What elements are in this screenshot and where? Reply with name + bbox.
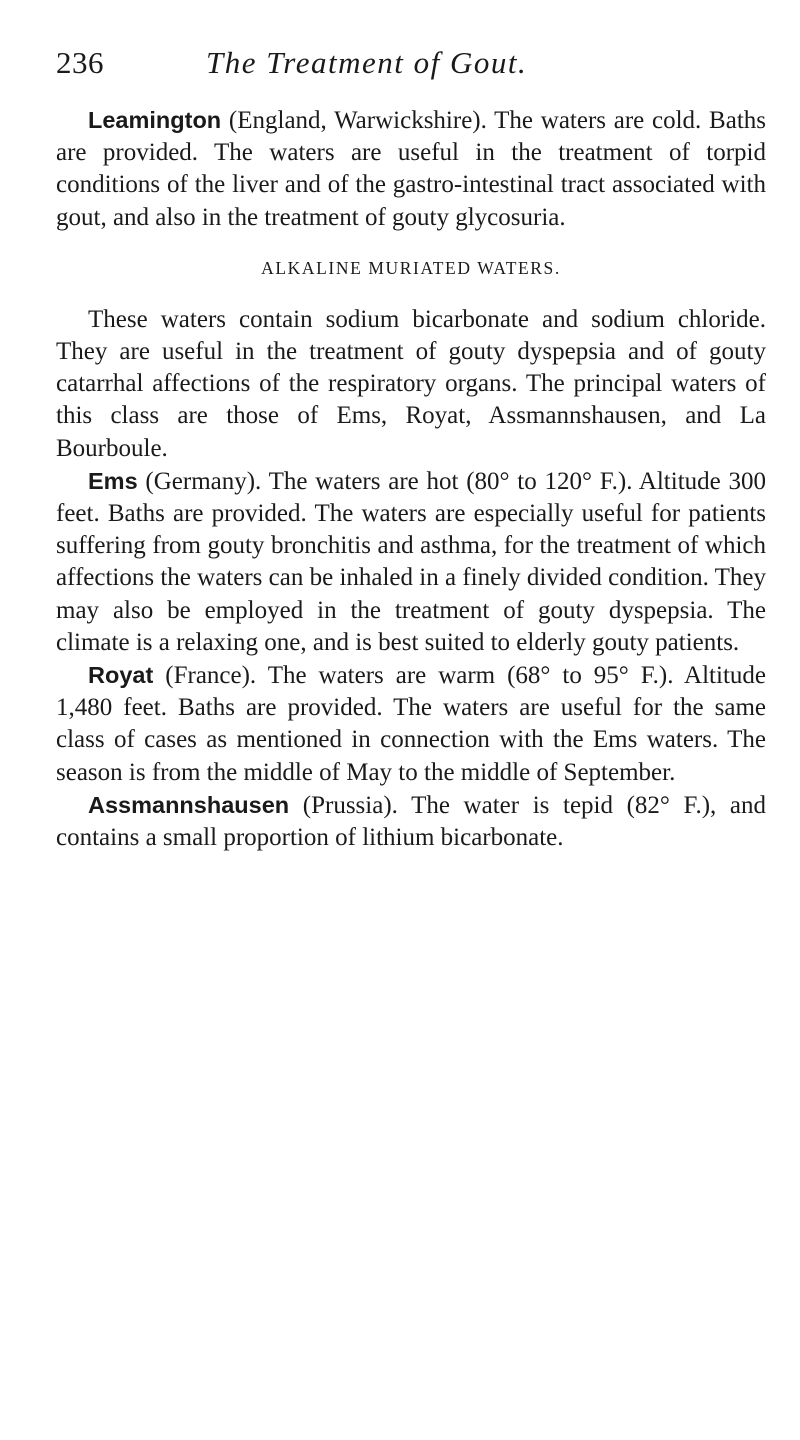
entry-text-ems: (Germany). The waters are hot (80° to 120° F.). Altitude 300 feet. Baths are provided. The waters are especially useful for patients suffering from gouty bronchitis and asthma, for the treatment of which affections the waters can be inhaled in a finely divided condition. They may also be employed in the treatment of gouty dyspepsia. The climate is a relaxing one, and is best suited to elderly gouty patients. (56, 467, 766, 656)
book-page (56, 0, 766, 1440)
entry-name-assmannshausen: Assmannshausen (88, 791, 290, 818)
paragraph-intro (56, 304, 766, 465)
paragraph-assmannshausen (56, 789, 766, 854)
running-title: The Treatment of Gout. (206, 45, 528, 80)
intro-text: These waters contain sodium bicarbonate and sodium chloride. They are useful in the treatment of gouty dyspepsia and of gouty catarrhal affections of the respiratory organs. The principal waters of this class are those of Ems, Royat, Assmannshausen, and La Bourboule. (56, 305, 766, 462)
paragraph-ems (56, 465, 766, 659)
entry-text-assmannshausen: (Prussia). The water is tepid (82° F.), and contains a small proportion of lithium bicarbonate. (56, 791, 766, 852)
running-head (56, 38, 766, 88)
section-heading: ALKALINE MURIATED WATERS. (261, 257, 561, 278)
paragraph-leamington (56, 104, 766, 234)
entry-name-ems: Ems (88, 467, 138, 494)
paragraph-royat (56, 659, 766, 789)
page-number: 236 (56, 45, 104, 80)
entry-text-royat: (France). The waters are warm (68° to 95° F.). Altitude 1,480 feet. Baths are provided. The waters are useful for the same class of cases as mentioned in connection with the Ems waters. The season is from the middle of May to the middle of September. (56, 662, 766, 786)
entry-text-leamington: (England, Warwickshire). The waters are cold. Baths are provided. The waters are useful in the treatment of torpid conditions of the liver and of the gastro-intestinal tract associated with gout, and also in the treatment of gouty glycosuria. (56, 107, 766, 231)
entry-name-royat: Royat (88, 662, 154, 689)
body-text (56, 104, 766, 854)
entry-name-leamington: Leamington (88, 107, 222, 133)
